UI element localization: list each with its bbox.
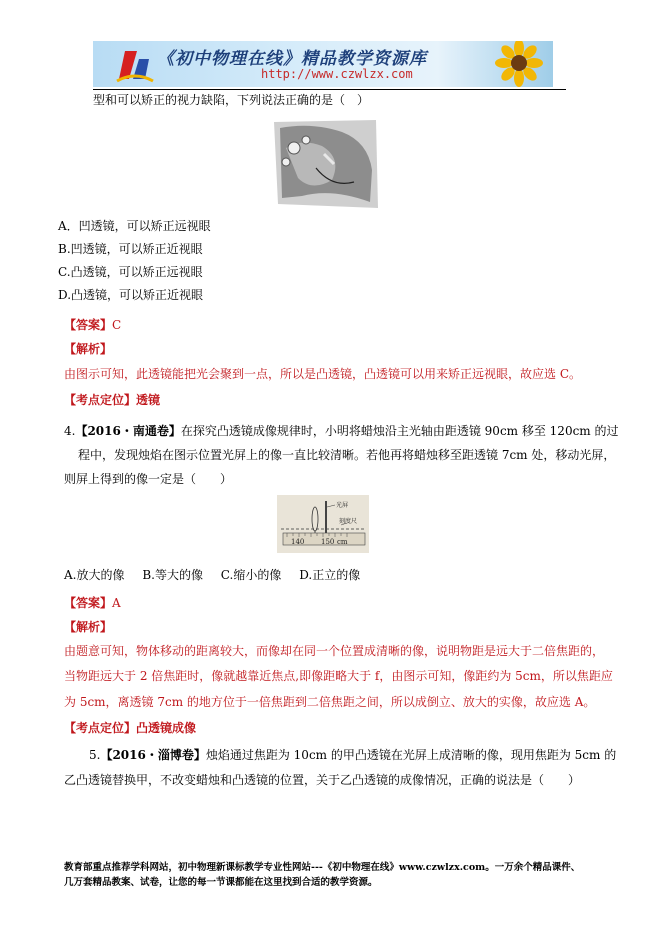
figure-label-screen: 光屏: [336, 502, 349, 509]
q4-answer-tag: 【答案】: [64, 596, 113, 610]
q4-analysis-tag: 【解析】: [64, 620, 113, 634]
banner-url[interactable]: http://www.czwlzx.com: [261, 67, 413, 81]
q3-option-c: C.凸透镜，可以矫正远视眼: [58, 265, 203, 279]
q3-stem-tail: 型和可以矫正的视力缺陷，下列说法正确的是（ ）: [93, 93, 370, 107]
sunflower-icon: [491, 41, 553, 87]
q4-kaodian-tag: 【考点定位】: [64, 721, 137, 735]
figure-tick-2: 150: [321, 538, 335, 546]
site-logo-icon: [115, 45, 155, 85]
q4-analysis-line-1: 由题意可知，物体移动的距离较大，而像却在同一个位置成清晰的像，说明物距是远大于二倍焦距的，: [64, 644, 605, 658]
footer-line-1: 教育部重点推荐学科网站，初中物理新课标教学专业性网站---《初中物理在线》www.czwlzx.com。一万余个精品课件、: [64, 862, 581, 873]
q3-kaodian-tag: 【考点定位】: [64, 393, 137, 407]
q3-analysis: 由图示可知，此透镜能把光会聚到一点，所以是凸透镜，凸透镜可以用来矫正远视眼，故应选 C。: [64, 367, 581, 381]
q3-option-b: B.凹透镜，可以矫正近视眼: [58, 242, 203, 256]
header-rule: [93, 89, 566, 90]
q4-analysis-line-3: 为 5cm，离透镜 7cm 的地方位于一倍焦距到二倍焦距之间，所以成倒立、放大的实像，故应选 A。: [64, 695, 596, 709]
footer-line-2: 几万套精品教案、试卷，让您的每一节课都能在这里找到合适的教学资源。: [64, 877, 378, 888]
q5-number: 5.: [89, 748, 101, 762]
q4-options: [64, 567, 360, 583]
q5-source: 【2016・淄博卷】: [100, 748, 206, 762]
q3-analysis-tag: 【解析】: [64, 342, 113, 356]
q4-stem-line-3: 则屏上得到的像一定是（ ）: [64, 472, 233, 486]
q4-option-b: B.等大的像: [142, 568, 203, 582]
q3-option-a: A．凹透镜，可以矫正远视眼: [58, 219, 211, 233]
header-banner: [93, 41, 553, 87]
q4-stem-line-1: 4.【2016・南通卷】在探究凸透镜成像规律时，小明将蜡烛沿主光轴由距透镜 90cm 移至 120cm 的过: [64, 424, 619, 438]
optical-bench-figure: [277, 495, 369, 553]
banner-title: 《初中物理在线》精品教学资源库: [157, 49, 427, 69]
figure-label-ruler: 刻度尺: [339, 518, 358, 525]
q5-stem-line-1: 5.【2016・淄博卷】烛焰通过焦距为 10cm 的甲凸透镜在光屏上成清晰的像，现用焦距为 5cm 的: [89, 748, 617, 762]
lens-photo-figure: [272, 118, 380, 210]
q4-number: 4.: [64, 424, 76, 438]
q3-answer: [64, 317, 121, 333]
q4-option-c: C.缩小的像: [220, 568, 282, 582]
q3-kaodian: [64, 392, 160, 408]
q4-answer-value: A: [112, 596, 121, 610]
q4-kaodian: [64, 720, 196, 736]
q4-kaodian-value: 凸透镜成像: [136, 721, 197, 735]
q4-stem-line-2: 程中，发现烛焰在图示位置光屏上的像一直比较清晰。若他再将蜡烛移至距透镜 7cm 处，移动光屏，: [78, 448, 616, 462]
figure-unit: cm: [337, 538, 348, 546]
q3-kaodian-value: 透镜: [136, 393, 161, 407]
q3-option-d: D.凸透镜，可以矫正近视眼: [58, 288, 204, 302]
q4-analysis-line-2: 当物距远大于 2 倍焦距时，像就越靠近焦点,即像距略大于 f，由图示可知，像距约为 5cm，所以焦距应: [64, 669, 613, 683]
q4-source: 【2016・南通卷】: [75, 424, 181, 438]
q3-answer-value: C: [112, 318, 122, 332]
q4-answer: [64, 595, 121, 611]
figure-tick-1: 140: [291, 538, 305, 546]
q4-option-a: A.放大的像: [64, 568, 125, 582]
q3-answer-tag: 【答案】: [64, 318, 113, 332]
q5-stem-line-2: 乙凸透镜替换甲，不改变蜡烛和凸透镜的位置，关于乙凸透镜的成像情况，正确的说法是（ ）: [64, 773, 581, 787]
q4-option-d: D.正立的像: [299, 568, 361, 582]
